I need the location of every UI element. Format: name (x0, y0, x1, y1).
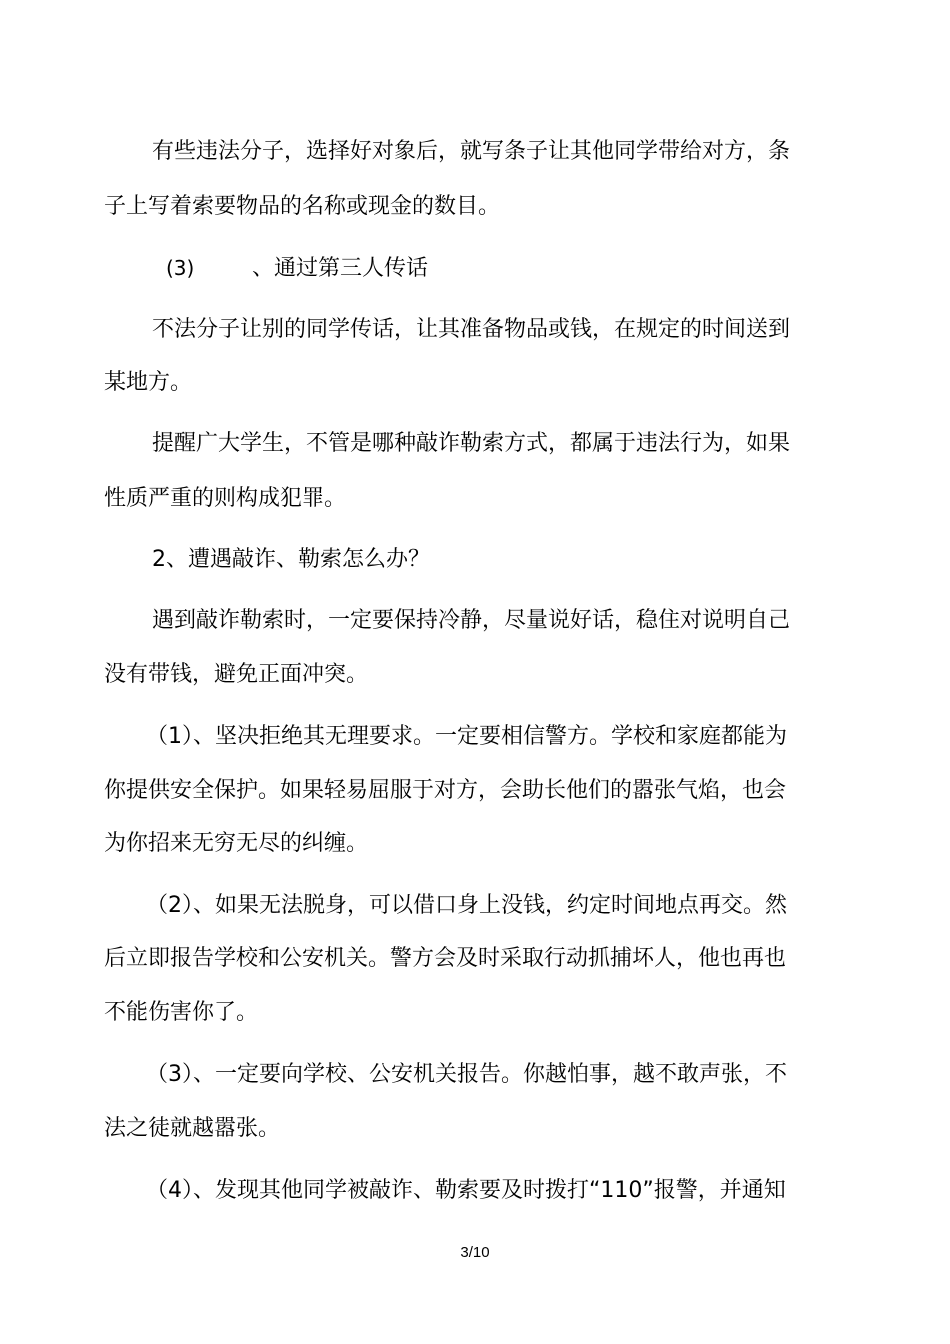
list-item-line: 不能伤害你了。 (104, 1000, 259, 1025)
list-item-line: 法之徒就越嚣张。 (104, 1116, 281, 1141)
paragraph-line: 子上写着索要物品的名称或现金的数目。 (104, 194, 501, 219)
list-item-line: （2）、如果无法脱身，可以借口身上没钱，约定时间地点再交。然 (146, 893, 787, 918)
paragraph-line: 遇到敲诈勒索时，一定要保持冷静，尽量说好话，稳住对说明自己 (152, 608, 791, 633)
paragraph-line: 没有带钱，避免正面冲突。 (104, 662, 369, 687)
subheading (166, 253, 428, 284)
list-item-line: 你提供安全保护。如果轻易屈服于对方，会助长他们的嚣张气焰，也会 (104, 778, 787, 803)
list-item-line: 后立即报告学校和公安机关。警方会及时采取行动抓捕坏人，他也再也 (104, 946, 787, 971)
list-item-line: （3）、一定要向学校、公安机关报告。你越怕事，越不敢声张，不 (146, 1062, 787, 1087)
list-item-line: 为你招来无穷无尽的纠缠。 (104, 831, 369, 856)
paragraph-line: 某地方。 (104, 370, 193, 395)
paragraph-line: 性质严重的则构成犯罪。 (104, 486, 347, 511)
subheading-number: (3) (166, 256, 195, 280)
page-number: 3/10 (460, 1244, 490, 1261)
paragraph-line: 提醒广大学生，不管是哪种敲诈勒索方式，都属于违法行为，如果 (152, 431, 791, 456)
section-heading: 2、遭遇敲诈、勒索怎么办？ (152, 547, 430, 572)
list-item-line: （1）、坚决拒绝其无理要求。一定要相信警方。学校和家庭都能为 (146, 724, 787, 749)
subheading-text: 、通过第三人传话 (252, 256, 429, 281)
paragraph-line: 有些违法分子，选择好对象后，就写条子让其他同学带给对方，条 (152, 139, 791, 164)
list-item-line: （4）、发现其他同学被敲诈、勒索要及时拨打“110”报警，并通知 (146, 1178, 786, 1203)
paragraph-line: 不法分子让别的同学传话，让其准备物品或钱，在规定的时间送到 (152, 317, 791, 342)
